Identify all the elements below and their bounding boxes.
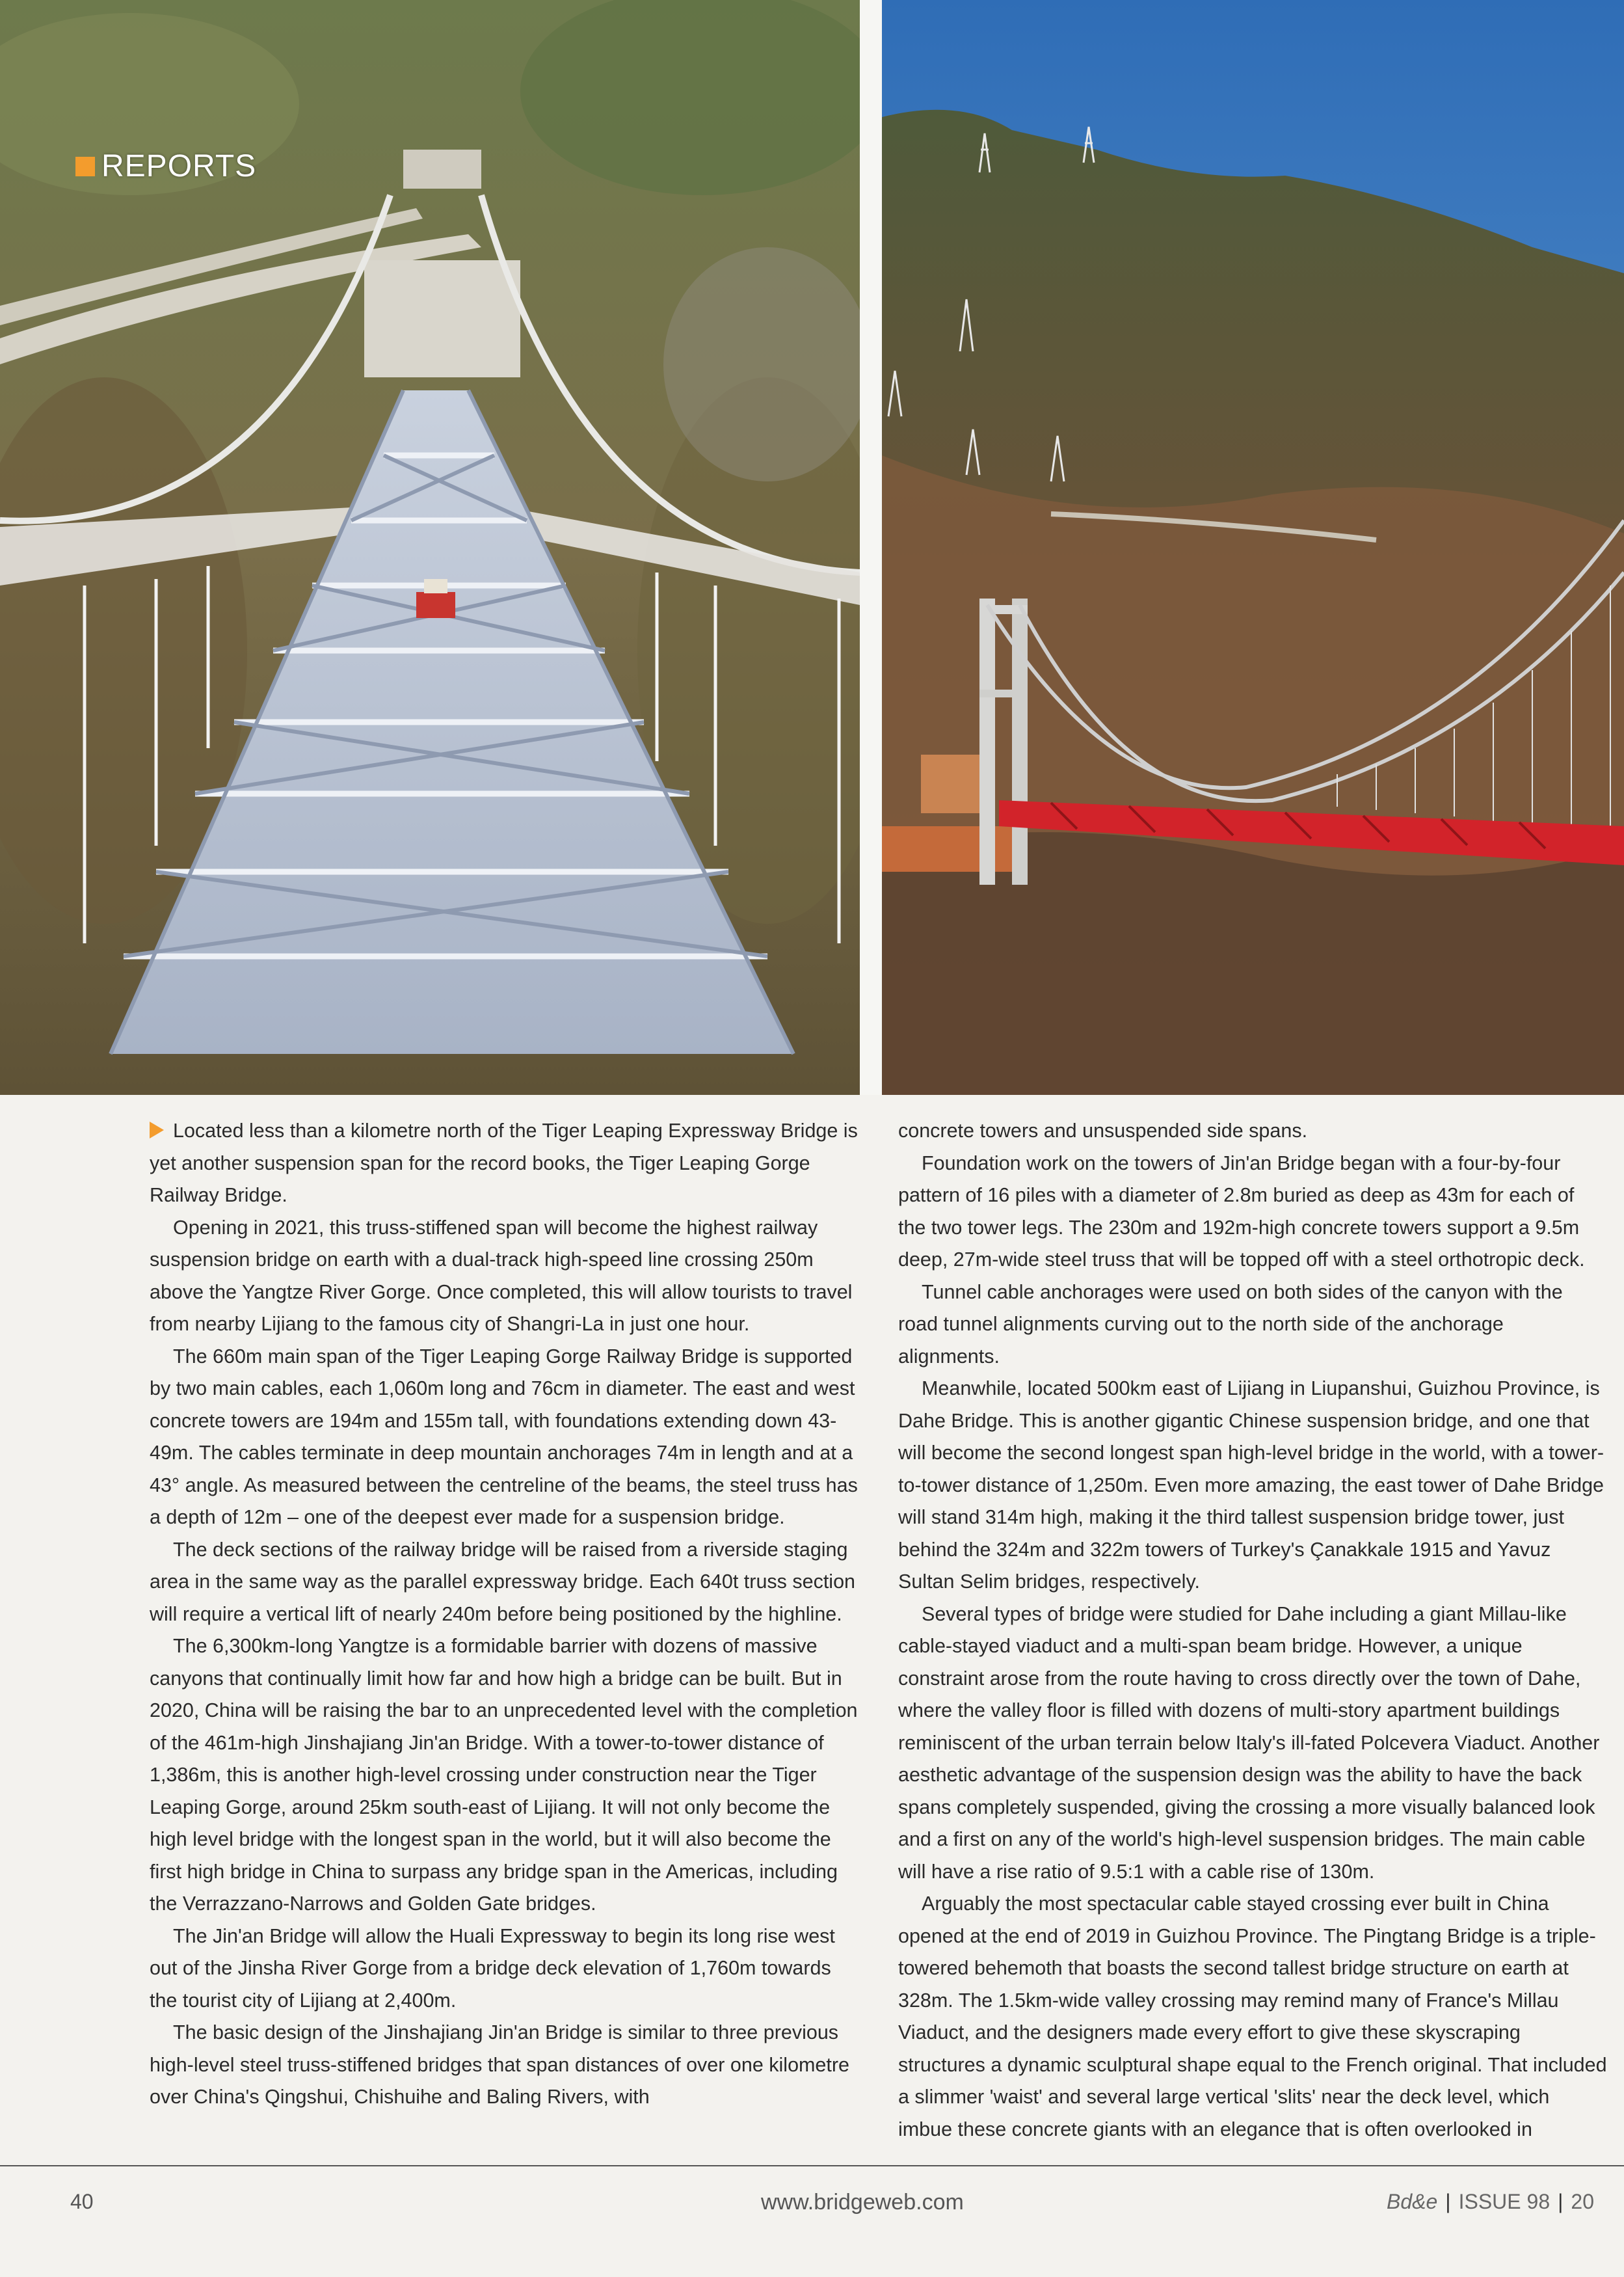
article-paragraph: The 660m main span of the Tiger Leaping Gorge Railway Bridge is supported by two main cables, each 1,060m long and 76cm in diameter. The east and west concrete towers are 194m and 155m tall, with foundations extending down 43-49m. The cables terminate in deep mountain anchorages 74m in length and at a 43° angle. As measured between the centreline of the beams, the steel truss has a depth of 12m – one of the deepest ever made for a suspension bridge.	[150, 1345, 858, 1528]
right-bridge-photo	[882, 0, 1624, 1095]
article-paragraph: Foundation work on the towers of Jin'an Bridge began with a four-by-four pattern of 16 piles with a diameter of 2.8m buried as deep as 43m for each of the two tower legs. The 230m and 192m-high concrete towers support a 9.5m deep, 27m-wide steel truss that will be topped off with a steel orthotropic deck.	[898, 1152, 1585, 1271]
photo-gutter	[860, 0, 882, 1095]
right-bridge-illustration	[882, 0, 1624, 1095]
section-marker-square	[75, 157, 95, 176]
article-paragraph: The 6,300km-long Yangtze is a formidable barrier with dozens of massive canyons that continually limit how far and how high a bridge can be built. But in 2020, China will be raising the bar to an unprecedented level with the completion of the 461m-high Jinshajiang Jin'an Bridge. With a tower-to-tower distance of 1,386m, this is another high-level crossing under construction near the Tiger Leaping Gorge, around 25km south-east of Lijiang. It will not only become the high level bridge with the longest span in the world, but it will also become the first high bridge in China to surpass any bridge span in the Americas, including the Verrazzano-Narrows and Golden Gate bridges.	[150, 1635, 858, 1915]
play-triangle-icon	[150, 1122, 164, 1138]
footer-magazine-info	[1387, 2190, 1594, 2214]
section-label	[75, 148, 256, 184]
article-paragraph: Located less than a kilometre north of the Tiger Leaping Expressway Bridge is yet another suspension span for the record books, the Tiger Leaping Gorge Railway Bridge.	[150, 1120, 858, 1206]
article-column-right	[898, 1115, 1607, 2146]
section-label-text: REPORTS	[101, 149, 257, 183]
article-paragraph: The Jin'an Bridge will allow the Huali Expressway to begin its long rise west out of the Jinsha River Gorge from a bridge deck elevation of 1,760m towards the tourist city of Lijiang at 2,400m.	[150, 1924, 835, 2012]
page-number: 40	[70, 2190, 94, 2213]
article-paragraph: The deck sections of the railway bridge will be raised from a riverside staging area in the same way as the parallel expressway bridge. Each 640t truss section will require a vertical lift of nearly 240m before being positioned by the highline.	[150, 1538, 856, 1625]
footer-url-link[interactable]: www.bridgeweb.com	[761, 2190, 964, 2215]
footer-separator: |	[1558, 2190, 1564, 2213]
article-paragraph: Opening in 2021, this truss-stiffened span will become the highest railway suspension bridge on earth with a dual-track high-speed line crossing 250m above the Yangtze River Gorge. Once completed, this will allow tourists to travel from nearby Lijiang to the famous city of Shangri-La in just one hour.	[150, 1216, 853, 1335]
magazine-name: Bd&e	[1387, 2190, 1438, 2213]
footer-separator: |	[1445, 2190, 1451, 2213]
article-paragraph: Arguably the most spectacular cable stayed crossing ever built in China opened at the end of 2019 in Guizhou Province. The Pingtang Bridge is a triple-towered behemoth that boasts the second tallest bridge structure on earth at 328m. The 1.5km-wide valley crossing may remind many of France's Millau Viaduct, and the designers made every effort to give these skyscraping structures a dynamic sculptural shape equal to the French original. That included a slimmer 'waist' and several large vertical 'slits' near the deck level, which imbue these concrete giants with an elegance that is often overlooked in	[898, 1893, 1607, 2140]
article-paragraph: concrete towers and unsuspended side spans.	[898, 1120, 1308, 1142]
footer-rule	[0, 2165, 1624, 2166]
article-paragraph: Several types of bridge were studied for Dahe including a giant Millau-like cable-stayed viaduct and a multi-span beam bridge. However, a unique constraint arose from the route having to cross directly over the town of Dahe, where the valley floor is filled with dozens of multi-story apartment buildings reminiscent of the urban terrain below Italy's ill-fated Polcevera Viaduct. Another aesthetic advantage of the suspension design was the ability to have the back spans completely suspended, giving the crossing a more visually balanced look and a first on any of the world's high-level suspension bridges. The main cable will have a rise ratio of 9.5:1 with a cable rise of 130m.	[898, 1602, 1600, 1883]
issue-number: ISSUE 98	[1458, 2190, 1551, 2213]
issue-year: 20	[1571, 2190, 1595, 2213]
article-column-left	[150, 1115, 859, 2114]
article-paragraph: Tunnel cable anchorages were used on both sides of the canyon with the road tunnel alignments curving out to the north side of the anchorage alignments.	[898, 1280, 1563, 1368]
article-paragraph: Meanwhile, located 500km east of Lijiang in Liupanshui, Guizhou Province, is Dahe Bridge. This is another gigantic Chinese suspension bridge, and one that will become the second longest span high-level bridge in the world, with a tower-to-tower distance of 1,250m. Even more amazing, the east tower of Dahe Bridge will stand 314m high, making it the third tallest suspension bridge tower, just behind the 324m and 322m towers of Turkey's Çanakkale 1915 and Yavuz Sultan Selim bridges, respectively.	[898, 1377, 1604, 1593]
article-paragraph: The basic design of the Jinshajiang Jin'an Bridge is similar to three previous high-level steel truss-stiffened bridges that span distances of over one kilometre over China's Qingshui, Chishuihe and Baling Rivers, with	[150, 2021, 849, 2108]
